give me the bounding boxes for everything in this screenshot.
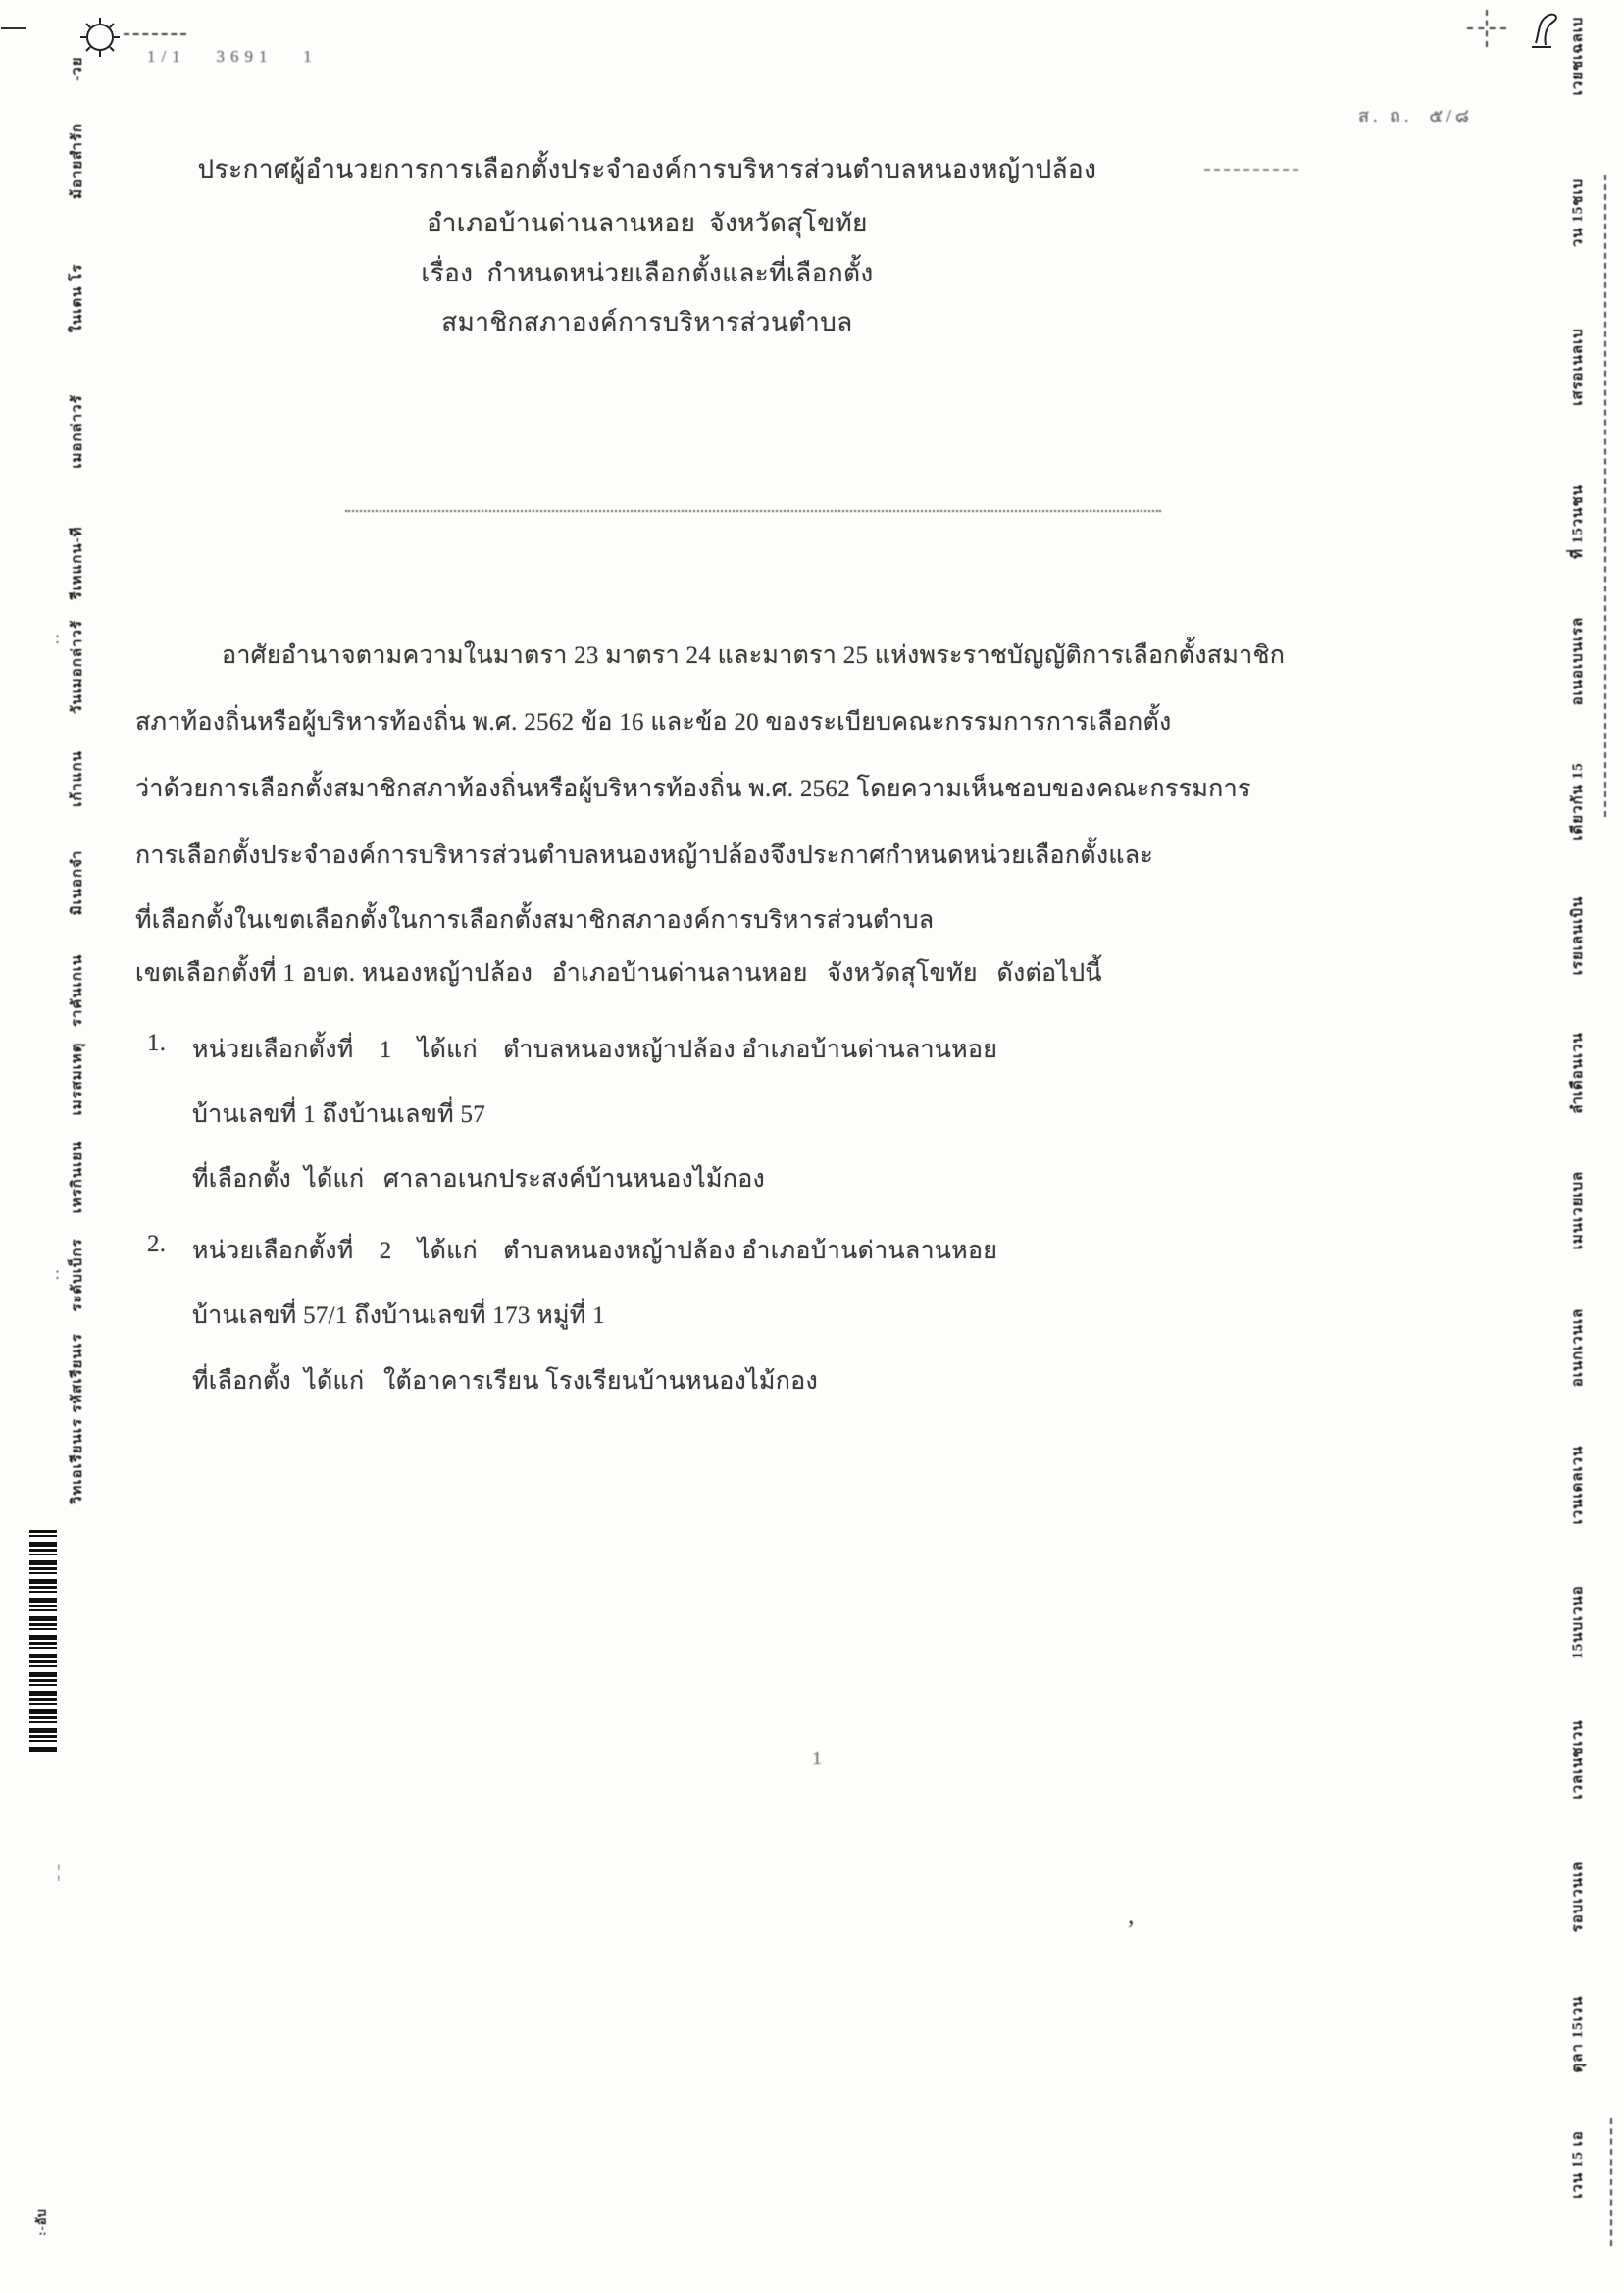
right-edge-text: เรยเลนเบิน bbox=[1570, 895, 1586, 976]
left-edge-text: รหัสเรียนเร bbox=[70, 1333, 85, 1413]
right-edge-text: วน 15ชเบ bbox=[1570, 178, 1586, 248]
title-dash-artifact bbox=[1204, 169, 1298, 171]
right-edge-text: 15นบเวนอ bbox=[1570, 1585, 1586, 1659]
left-edge-text: เมอกล่าวรั bbox=[70, 394, 85, 469]
left-edge-text: ระดับเบ็กร bbox=[70, 1238, 85, 1312]
barcode bbox=[29, 1530, 57, 1754]
crop-mark-dash bbox=[124, 33, 186, 35]
right-edge-text: เวน 15 เอ bbox=[1570, 2130, 1586, 2199]
section-divider bbox=[345, 510, 1161, 512]
left-edge-text: ราคันเกเน bbox=[70, 953, 85, 1028]
scan-mark: : bbox=[55, 628, 61, 647]
left-edge-text: วันเมอกล่าวรั bbox=[70, 620, 85, 714]
item-line: บ้านเลขที่ 57/1 ถึงบ้านเลขที่ 173 หมู่ที่ 1 bbox=[192, 1302, 605, 1329]
paragraph-line: การเลือกตั้งประจำองค์การบริหารส่วนตำบลหนองหญ้าปล้องจึงประกาศกำหนดหน่วยเลือกตั้งและ bbox=[135, 842, 1154, 869]
right-edge-text: เวยชเฉลเบ bbox=[1570, 16, 1586, 96]
paragraph-line: เขตเลือกตั้งที่ 1 อบต. หนองหญ้าปล้อง อำเภอบ้านด่านลานหอย จังหวัดสุโขทัย ดังต่อไปนี้ bbox=[135, 960, 1102, 987]
doc-subject-line: เรื่อง กำหนดหน่วยเลือกตั้งและที่เลือกตั้ง bbox=[421, 259, 874, 287]
left-edge-text: -วย bbox=[70, 56, 85, 81]
crop-mark-left bbox=[1, 27, 26, 29]
right-edge-text: รอบเวนเล bbox=[1570, 1860, 1586, 1933]
left-edge-text: ในเตน โร bbox=[70, 263, 85, 333]
cross-mark-v bbox=[1486, 10, 1488, 47]
right-edge-text: ลำเดือนเวน bbox=[1570, 1032, 1586, 1114]
left-edge-text: เหรกินเยน bbox=[70, 1140, 85, 1214]
doc-title-line-2: อำเภอบ้านด่านลานหอย จังหวัดสุโขทัย bbox=[427, 209, 868, 237]
right-edge-text: เวนเดลเวน bbox=[1570, 1445, 1586, 1525]
bottom-left-edge-text: :-อับ bbox=[33, 2208, 49, 2236]
paragraph-line: อาศัยอำนาจตามความในมาตรา 23 มาตรา 24 และมาตรา 25 แห่งพระราชบัญญัติการเลือกตั้งสมาชิก bbox=[222, 642, 1286, 669]
left-edge-text: เก้าแกน bbox=[70, 750, 85, 807]
item-line: ที่เลือกตั้ง ได้แก่ ใต้อาคารเรียน โรงเรียนบ้านหนองไม้กอง bbox=[192, 1368, 818, 1395]
right-edge-text: อเนกเวนเล bbox=[1570, 1307, 1586, 1388]
top-right-code: ส. ถ. ๕/๘ bbox=[1358, 106, 1473, 126]
top-left-number: 1/1 3691 1 bbox=[147, 47, 318, 66]
right-edge-text: ตุลา 15เวน bbox=[1570, 1995, 1586, 2073]
paragraph-line: สภาท้องถิ่นหรือผู้บริหารท้องถิ่น พ.ศ. 2562 ข้อ 16 และข้อ 20 ของระเบียบคณะกรรมการการเลือกตั้ง bbox=[135, 709, 1172, 736]
item-line: บ้านเลขที่ 1 ถึงบ้านเลขที่ 57 bbox=[192, 1101, 486, 1128]
doc-title-line-1: ประกาศผู้อำนวยการการเลือกตั้งประจำองค์การบริหารส่วนตำบลหนองหญ้าปล้อง bbox=[197, 155, 1097, 183]
left-edge-text: วิทเอเรียนเร bbox=[70, 1418, 85, 1504]
item-line: ที่เลือกตั้ง ได้แก่ ศาลาอเนกประสงค์บ้านหนองไม้กอง bbox=[192, 1166, 766, 1193]
paragraph-line: ว่าด้วยการเลือกตั้งสมาชิกสภาท้องถิ่นหรือผู้บริหารท้องถิ่น พ.ศ. 2562 โดยความเห็นชอบของคณะกรรมการ bbox=[135, 776, 1251, 802]
right-edge-text: เมนเวยเบล bbox=[1570, 1170, 1586, 1250]
stray-comma-mark: , bbox=[1128, 1901, 1135, 1929]
left-edge-text: มิเนอกจำ bbox=[70, 849, 85, 916]
paragraph-line: ที่เลือกตั้งในเขตเลือกตั้งในการเลือกตั้งสมาชิกสภาองค์การบริหารส่วนตำบล bbox=[135, 907, 935, 934]
scan-mark: : bbox=[55, 1263, 61, 1283]
corner-sprout-icon bbox=[1530, 8, 1565, 49]
right-edge-dashed-line-short bbox=[1610, 2118, 1612, 2246]
barcode-caption-school bbox=[0, 1413, 1, 1864]
right-edge-text: ที่ 15วนชน bbox=[1570, 484, 1586, 559]
right-edge-text: อเนอเบนเรล bbox=[1570, 616, 1586, 706]
scan-mark: ¦ bbox=[57, 1861, 61, 1881]
item-number: 1. bbox=[147, 1030, 167, 1056]
left-edge-text: รีเหแกน-ที bbox=[70, 526, 85, 600]
right-edge-dashed-line bbox=[1604, 175, 1606, 817]
item-line: หน่วยเลือกตั้งที่ 2 ได้แก่ ตำบลหนองหญ้าปล้อง อำเภอบ้านด่านลานหอย bbox=[192, 1238, 998, 1264]
right-edge-text: เวลเนชเวน bbox=[1570, 1719, 1586, 1800]
right-edge-text: เดียวกัน 15 bbox=[1570, 762, 1586, 841]
page-number: 1 bbox=[812, 1748, 822, 1769]
right-edge-text: เสรอเนลเบ bbox=[1570, 328, 1586, 406]
left-edge-text: เมรสมเหตุ bbox=[70, 1042, 85, 1116]
left-edge-text: ม้อายสำรัก bbox=[70, 123, 85, 199]
item-line: หน่วยเลือกตั้งที่ 1 ได้แก่ ตำบลหนองหญ้าปล้อง อำเภอบ้านด่านลานหอย bbox=[192, 1037, 998, 1063]
doc-title-line-4: สมาชิกสภาองค์การบริหารส่วนตำบล bbox=[441, 308, 853, 336]
item-number: 2. bbox=[147, 1231, 167, 1257]
